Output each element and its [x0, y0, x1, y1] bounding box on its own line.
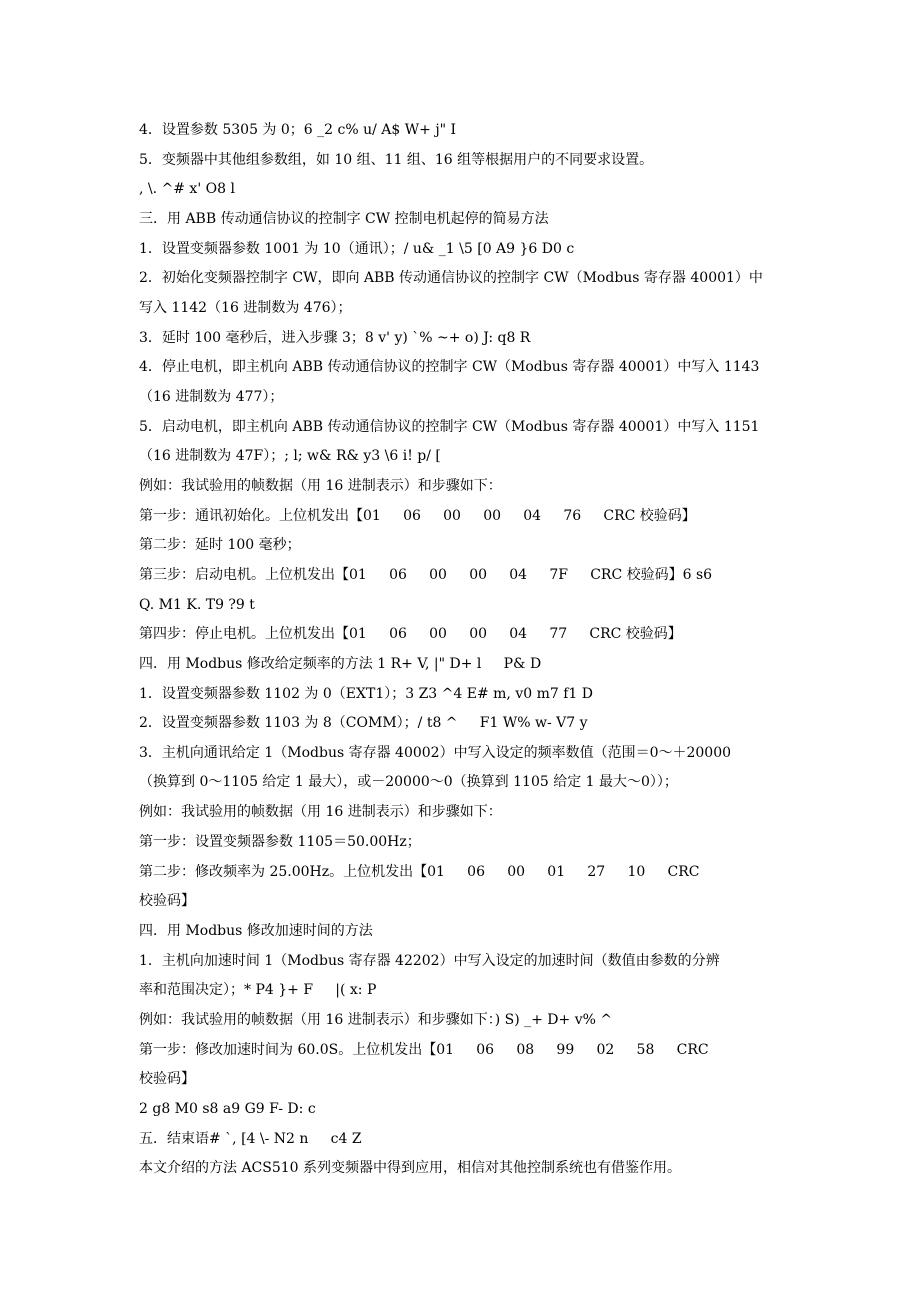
text-line-35: 五．结束语# `, [4 \- N2 n c4 Z — [139, 1131, 362, 1147]
text-line-32: 第一步：修改加速时间为 60.0S。上位机发出【01 06 08 99 02 58 CRC — [139, 1042, 709, 1058]
text-line-20: 1．设置变频器参数 1102 为 0（EXT1）；3 Z3 ^4 E# m, v0 m7 f1 D — [139, 686, 593, 702]
text-line-30: 率和范围决定）；* P4 }+ F |( x: P — [139, 982, 377, 998]
text-line-28: 四．用 Modbus 修改加速时间的方法 — [139, 923, 373, 939]
text-line-16: 第三步：启动电机。上位机发出【01 06 00 00 04 7F CRC 校验码】6 s6 — [139, 567, 713, 583]
text-line-26: 第二步：修改频率为 25.00Hz。上位机发出【01 06 00 01 27 10 CRC — [139, 864, 700, 880]
text-line-27: 校验码】 — [139, 893, 195, 909]
text-line-6: 2．初始化变频器控制字 CW，即向 ABB 传动通信协议的控制字 CW（Modbus 寄存器 40001）中 — [139, 270, 763, 286]
text-line-22: 3．主机向通讯给定 1（Modbus 寄存器 40002）中写入设定的频率数值（范围＝0～＋20000 — [139, 745, 732, 761]
text-line-24: 例如：我试验用的帧数据（用 16 进制表示）和步骤如下： — [139, 804, 502, 820]
text-line-19: 四．用 Modbus 修改给定频率的方法 1 R+ V, |" D+ l P& D — [139, 656, 542, 672]
text-line-12: （16 进制数为 47F）；; l; w& R& y3 \6 i! p/ [ — [139, 448, 441, 464]
text-line-11: 5．启动电机，即主机向 ABB 传动通信协议的控制字 CW（Modbus 寄存器 40001）中写入 1151 — [139, 419, 760, 435]
text-line-17: Q. M1 K. T9 ?9 t — [139, 597, 255, 613]
text-line-3: , \. ^# x' O8 l — [139, 181, 235, 197]
text-line-34: 2 g8 M0 s8 a9 G9 F- D: c — [139, 1101, 316, 1117]
text-line-4: 三．用 ABB 传动通信协议的控制字 CW 控制电机起停的简易方法 — [139, 211, 549, 227]
text-line-29: 1．主机向加速时间 1（Modbus 寄存器 42202）中写入设定的加速时间（数值由参数的分辨 — [139, 953, 720, 969]
text-line-9: 4．停止电机，即主机向 ABB 传动通信协议的控制字 CW（Modbus 寄存器 40001）中写入 1143 — [139, 359, 760, 375]
text-line-10: （16 进制数为 477）； — [139, 389, 284, 405]
text-line-21: 2．设置变频器参数 1103 为 8（COMM）；/ t8 ^ F1 W% w- V7 y — [139, 715, 588, 731]
text-line-1: 4．设置参数 5305 为 0；6 _2 c% u/ A$ W+ j" I — [139, 122, 457, 138]
text-line-36: 本文介绍的方法 ACS510 系列变频器中得到应用，相信对其他控制系统也有借鉴作用。 — [139, 1160, 682, 1176]
text-line-15: 第二步：延时 100 毫秒； — [139, 537, 301, 553]
text-line-7: 写入 1142（16 进制数为 476）； — [139, 300, 352, 316]
text-line-33: 校验码】 — [139, 1071, 195, 1087]
text-line-2: 5．变频器中其他组参数组，如 10 组、11 组、16 组等根据用户的不同要求设置。 — [139, 152, 654, 168]
text-line-23: （换算到 0～1105 给定 1 最大），或－20000～0（换算到 1105 给定 1 最大～0））； — [139, 774, 678, 790]
text-line-5: 1．设置变频器参数 1001 为 10（通讯）；/ u& _1 \5 [0 A9 }6 D0 c — [139, 241, 575, 257]
text-line-14: 第一步：通讯初始化。上位机发出【01 06 00 00 04 76 CRC 校验码】 — [139, 508, 696, 524]
text-line-18: 第四步：停止电机。上位机发出【01 06 00 00 04 77 CRC 校验码】 — [139, 626, 682, 642]
text-line-25: 第一步：设置变频器参数 1105＝50.00Hz； — [139, 834, 421, 850]
text-line-8: 3．延时 100 毫秒后，进入步骤 3；8 v' y) `% ~+ o) J: q8 R — [139, 330, 531, 346]
text-line-13: 例如：我试验用的帧数据（用 16 进制表示）和步骤如下： — [139, 478, 502, 494]
text-line-31: 例如：我试验用的帧数据（用 16 进制表示）和步骤如下：) S) _+ D+ v% ^ — [139, 1012, 613, 1028]
